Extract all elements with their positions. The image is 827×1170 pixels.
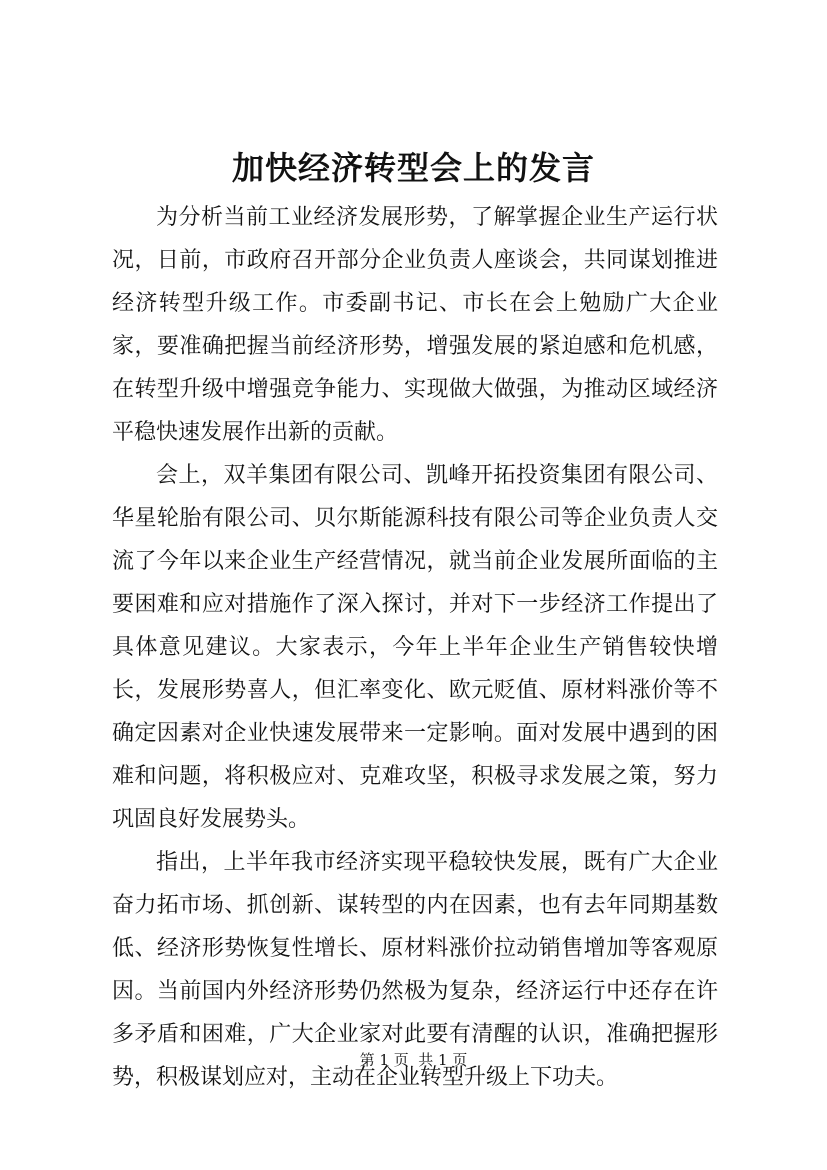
- paragraph-2: 会上，双羊集团有限公司、凯峰开拓投资集团有限公司、华星轮胎有限公司、贝尔斯能源科技有限公司等企业负责人交流了今年以来企业生产经营情况，就当前企业发展所面临的主要困难和应对措施作了深入探讨，并对下一步经济工作提出了具体意见建议。大家表示，今年上半年企业生产销售较快增长，发展形势喜人，但汇率变化、欧元贬值、原材料涨价等不确定因素对企业快速发展带来一定影响。面对发展中遇到的困难和问题，将积极应对、克难攻坚，积极寻求发展之策，努力巩固良好发展势头。: [112, 463, 718, 832]
- paragraph-1: 为分析当前工业经济发展形势，了解掌握企业生产运行状况，日前，市政府召开部分企业负责人座谈会，共同谋划推进经济转型升级工作。市委副书记、市长在会上勉励广大企业家，要准确把握当前经济形势，增强发展的紧迫感和危机感，在转型升级中增强竞争能力、实现做大做强，为推动区域经济平稳快速发展作出新的贡献。: [112, 205, 718, 445]
- document-title: 加快经济转型会上的发言: [231, 149, 595, 187]
- page-number-label: 第 1 页 共 1 页: [359, 1051, 468, 1069]
- paragraph-3: 指出，上半年我市经济实现平稳较快发展，既有广大企业奋力拓市场、抓创新、谋转型的内在因素，也有去年同期基数低、经济形势恢复性增长、原材料涨价拉动销售增加等客观原因。当前国内外经济形势仍然极为复杂，经济运行中还存在许多矛盾和困难，广大企业家对此要有清醒的认识，准确把握形势，积极谋划应对，主动在企业转型升级上下功夫。: [112, 850, 718, 1090]
- document-body: [112, 196, 718, 1099]
- page-footer: [0, 1050, 827, 1070]
